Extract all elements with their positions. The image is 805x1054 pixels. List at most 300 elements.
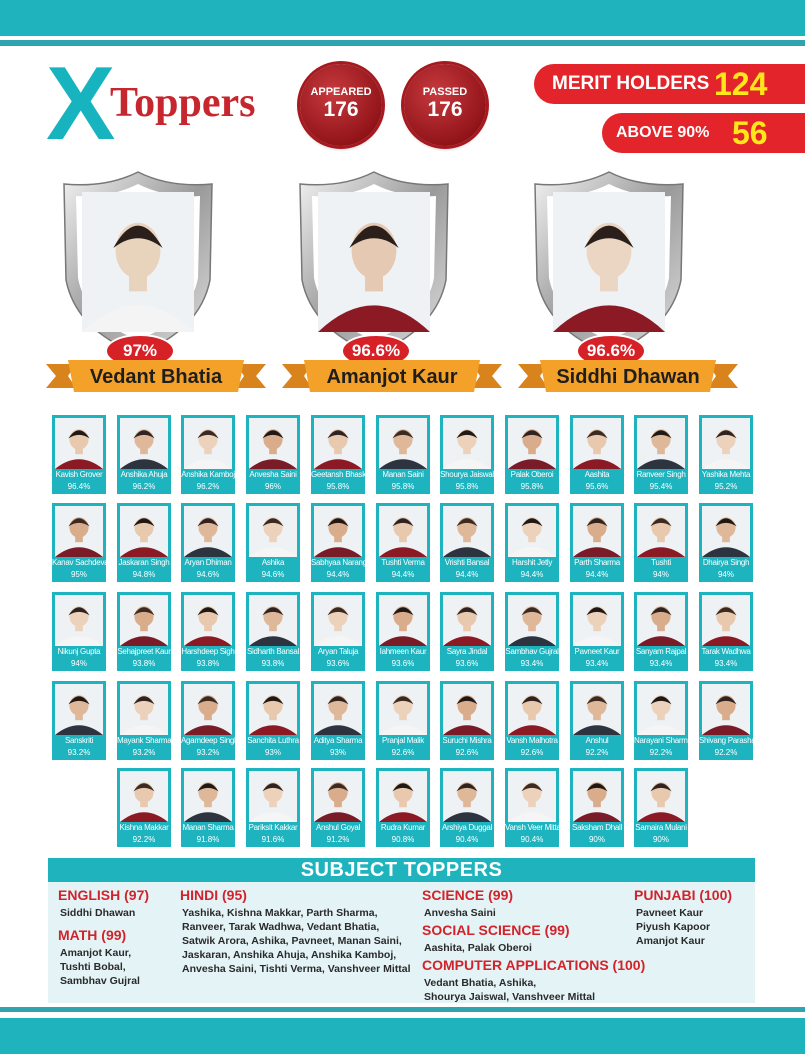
student-name: Sanyam Rajpal (635, 647, 687, 656)
student-photo (379, 684, 427, 735)
student-photo (637, 506, 685, 557)
student-card (52, 503, 109, 582)
student-photo (314, 595, 362, 646)
portrait-icon (379, 418, 427, 469)
student-card (246, 592, 300, 671)
portrait-icon (553, 192, 665, 332)
student-percent: 94.8% (132, 570, 156, 579)
student-photo (573, 771, 621, 822)
bottom-rule (0, 1007, 805, 1012)
student-photo (637, 418, 685, 469)
student-percent: 92.2% (649, 748, 673, 757)
student-photo (314, 506, 362, 557)
student-photo (120, 684, 168, 735)
student-percent: 96.2% (196, 482, 220, 491)
student-percent: 91.2% (326, 835, 350, 844)
appeared-seal (300, 64, 382, 146)
title-toppers: Toppers (110, 80, 256, 126)
student-card (117, 768, 171, 847)
title-x: X (46, 46, 112, 162)
portrait-icon (443, 595, 491, 646)
portrait-icon (314, 506, 362, 557)
punjabi-title: PUNJABI (100) (634, 887, 733, 903)
student-card (440, 768, 494, 847)
student-card (505, 681, 559, 760)
student-percent: 92.6% (520, 748, 544, 757)
student-name: Jaskaran Singh (118, 558, 170, 567)
topper-name: Amanjot Kaur (326, 366, 458, 388)
student-photo (508, 595, 556, 646)
student-name: Samaira Mulani (635, 823, 687, 832)
portrait-icon (184, 506, 232, 557)
portrait-icon (249, 595, 297, 646)
computer-title: COMPUTER APPLICATIONS (100) (422, 957, 646, 973)
portrait-icon (443, 506, 491, 557)
student-name: Agamdeep Singh (181, 736, 239, 745)
student-percent: 94% (717, 570, 734, 579)
student-percent: 94.6% (196, 570, 220, 579)
student-card (699, 503, 753, 582)
student-name: Sehajpreet Kaur (117, 647, 171, 656)
student-card (376, 503, 430, 582)
topper-shield (296, 170, 452, 356)
student-card (505, 503, 559, 582)
student-card (634, 415, 688, 494)
student-name: Tushti (651, 558, 671, 567)
student-name: Palak Oberoi (510, 470, 554, 479)
portrait-icon (184, 595, 232, 646)
student-name: Aryan Taluja (317, 647, 359, 656)
top-band (0, 0, 805, 36)
student-photo (379, 418, 427, 469)
student-card (246, 768, 300, 847)
student-percent: 93.6% (391, 659, 415, 668)
student-card (505, 768, 563, 847)
merit-value: 124 (714, 66, 768, 102)
merit-label: MERIT HOLDERS (552, 73, 710, 94)
student-card (246, 503, 300, 582)
topper-percent: 97% (105, 334, 175, 368)
topper-photo (318, 192, 430, 332)
student-photo (573, 595, 621, 646)
portrait-icon (637, 771, 685, 822)
student-photo (573, 418, 621, 469)
portrait-icon (55, 595, 103, 646)
student-name: Tushti Verma (381, 558, 425, 567)
student-name: Arshiya Duggal (441, 823, 493, 832)
student-percent: 90.8% (391, 835, 415, 844)
student-photo (379, 771, 427, 822)
student-card (311, 592, 365, 671)
portrait-icon (314, 418, 362, 469)
student-photo (637, 771, 685, 822)
student-photo (702, 684, 750, 735)
student-photo (573, 506, 621, 557)
student-card (634, 768, 688, 847)
portrait-icon (249, 418, 297, 469)
student-photo (702, 418, 750, 469)
student-card (699, 592, 753, 671)
portrait-icon (120, 595, 168, 646)
portrait-icon (120, 418, 168, 469)
student-name: Rudra Kumar (380, 823, 426, 832)
student-card (440, 681, 494, 760)
portrait-icon (508, 771, 556, 822)
student-percent: 92.6% (391, 748, 415, 757)
student-name: Pranjal Malik (382, 736, 424, 745)
student-card (117, 681, 171, 760)
student-name: Aryan Dhiman (184, 558, 232, 567)
student-percent: 94.4% (391, 570, 415, 579)
student-card (505, 592, 559, 671)
student-name: Sidharth Bansal (247, 647, 299, 656)
student-card (570, 681, 624, 760)
student-percent: 92.2% (585, 748, 609, 757)
above-90-badge (602, 113, 805, 153)
student-percent: 93% (329, 748, 346, 757)
student-name: Mayank Sharma (117, 736, 172, 745)
student-name: Sambhav Gujral (505, 647, 559, 656)
student-photo (120, 771, 168, 822)
passed-value: 176 (427, 98, 463, 121)
student-card (181, 415, 235, 494)
student-card (376, 768, 430, 847)
student-photo (184, 684, 232, 735)
student-percent: 91.6% (261, 835, 285, 844)
student-card (505, 415, 559, 494)
student-card (181, 681, 239, 760)
student-percent: 93% (264, 748, 281, 757)
portrait-icon (573, 506, 621, 557)
student-percent: 92.2% (132, 835, 156, 844)
portrait-icon (318, 192, 430, 332)
student-percent: 92.6% (455, 748, 479, 757)
student-percent: 94.4% (585, 570, 609, 579)
portrait-icon (82, 192, 194, 332)
student-percent: 95% (70, 570, 87, 579)
student-photo (184, 595, 232, 646)
student-card (570, 415, 624, 494)
student-name: Ranveer Singh (636, 470, 686, 479)
portrait-icon (637, 506, 685, 557)
passed-seal (404, 64, 486, 146)
portrait-icon (55, 418, 103, 469)
student-photo (508, 506, 556, 557)
student-photo (184, 771, 232, 822)
student-name: Anvesha Saini (249, 470, 297, 479)
student-percent: 93.8% (261, 659, 285, 668)
student-name: Nikunj Gupta (57, 647, 101, 656)
student-card (699, 681, 758, 760)
student-photo (55, 418, 103, 469)
portrait-icon (314, 595, 362, 646)
topper-name-ribbon (282, 356, 502, 396)
portrait-icon (379, 595, 427, 646)
student-percent: 96.2% (132, 482, 156, 491)
student-photo (184, 506, 232, 557)
student-percent: 95.8% (326, 482, 350, 491)
student-photo (573, 684, 621, 735)
student-name: Sayra Jindal (446, 647, 488, 656)
social-science-names: Aashita, Palak Oberoi (424, 942, 532, 954)
student-name: Sabhyaa Narang (311, 558, 367, 567)
student-card (634, 503, 688, 582)
student-percent: 94.4% (520, 570, 544, 579)
student-name: Sanskriti (65, 736, 93, 745)
student-name: Manan Sharma (182, 823, 234, 832)
portrait-icon (573, 595, 621, 646)
student-percent: 95.8% (455, 482, 479, 491)
student-photo (314, 418, 362, 469)
student-name: Vansh Veer Mittal (505, 823, 563, 832)
student-card (376, 415, 430, 494)
portrait-icon (637, 595, 685, 646)
portrait-icon (249, 684, 297, 735)
student-name: Kavish Grover (55, 470, 103, 479)
student-card (117, 415, 171, 494)
portrait-icon (508, 418, 556, 469)
student-card (52, 681, 106, 760)
science-title: SCIENCE (99) (422, 887, 514, 903)
student-percent: 94% (70, 659, 87, 668)
above90-label: ABOVE 90% (616, 124, 710, 141)
student-card (246, 681, 300, 760)
student-percent: 93.2% (196, 748, 220, 757)
student-percent: 94.4% (455, 570, 479, 579)
student-photo (637, 684, 685, 735)
student-card (376, 681, 430, 760)
student-card (440, 503, 494, 582)
student-percent: 93.4% (714, 659, 738, 668)
student-card (634, 592, 688, 671)
student-card (311, 415, 373, 494)
science-names: Anvesha Saini (424, 907, 496, 919)
math-names: Amanjot Kaur, Tushti Bobal, Sambhav Gujral (60, 947, 140, 987)
topper-name-ribbon (46, 356, 266, 396)
student-photo (379, 506, 427, 557)
student-name: Iahmeen Kaur (379, 647, 427, 656)
student-photo (249, 506, 297, 557)
student-name: Sanchita Luthra (247, 736, 299, 745)
portrait-icon (249, 771, 297, 822)
student-card (181, 768, 235, 847)
student-card (52, 592, 106, 671)
student-percent: 93.6% (326, 659, 350, 668)
student-name: Shourya Jaiswal (440, 470, 494, 479)
student-photo (55, 506, 103, 557)
student-photo (443, 418, 491, 469)
student-name: Aditya Sharma (313, 736, 363, 745)
punjabi-names: Pavneet Kaur Piyush Kapoor Amanjot Kaur (636, 907, 711, 947)
portrait-icon (443, 418, 491, 469)
student-percent: 92.2% (714, 748, 738, 757)
student-card (376, 592, 430, 671)
student-photo (508, 771, 556, 822)
student-percent: 95.4% (649, 482, 673, 491)
portrait-icon (184, 771, 232, 822)
student-photo (314, 771, 362, 822)
student-name: Parth Sharma (574, 558, 620, 567)
english-names: Siddhi Dhawan (60, 907, 136, 919)
student-name: Aashita (584, 470, 610, 479)
student-photo (249, 595, 297, 646)
student-name: Dhairya Singh (702, 558, 750, 567)
student-percent: 93.4% (649, 659, 673, 668)
student-card (52, 415, 106, 494)
student-card (699, 415, 753, 494)
portrait-icon (120, 684, 168, 735)
student-name: Geetansh Bhaskar (311, 470, 373, 479)
portrait-icon (314, 684, 362, 735)
student-percent: 93.2% (132, 748, 156, 757)
student-card (570, 592, 624, 671)
student-card (440, 592, 494, 671)
student-percent: 95.6% (585, 482, 609, 491)
portrait-icon (314, 771, 362, 822)
student-name: Anshika Ahuja (120, 470, 168, 479)
student-card (311, 681, 365, 760)
portrait-icon (120, 506, 168, 557)
student-percent: 93.6% (455, 659, 479, 668)
student-name: Anshul (585, 736, 609, 745)
student-name: Harshdeep Sigh (181, 647, 235, 656)
student-name: Pariksit Kakkar (248, 823, 298, 832)
student-percent: 93.4% (520, 659, 544, 668)
portrait-icon (637, 418, 685, 469)
portrait-icon (508, 684, 556, 735)
student-photo (55, 684, 103, 735)
portrait-icon (184, 684, 232, 735)
student-name: Tarak Wadhwa (701, 647, 751, 656)
topper-photo (82, 192, 194, 332)
student-percent: 90.4% (455, 835, 479, 844)
portrait-icon (508, 506, 556, 557)
passed-label: PASSED (422, 86, 468, 98)
student-photo (443, 684, 491, 735)
topper-shield (60, 170, 216, 356)
student-percent: 90% (588, 835, 605, 844)
student-card (634, 681, 692, 760)
student-card (570, 768, 624, 847)
subject-toppers-heading: SUBJECT TOPPERS (48, 858, 755, 882)
portrait-icon (184, 418, 232, 469)
student-name: Harshit Jetly (511, 558, 553, 567)
bottom-band (0, 1018, 805, 1054)
above90-value: 56 (732, 115, 768, 151)
portrait-icon (443, 771, 491, 822)
student-percent: 95.2% (714, 482, 738, 491)
hindi-names: Yashika, Kishna Makkar, Parth Sharma, Ranveer, Tarak Wadhwa, Vedant Bhatia, Satwik Arora, Ashika, Pavneet, Manan Saini, Jaskaran, Anshika Ahuja, Anshika Kamboj, Anvesha Saini, Tishti Verma, Vanshveer Mittal (182, 907, 411, 975)
student-photo (184, 418, 232, 469)
student-photo (55, 595, 103, 646)
student-card (311, 503, 365, 582)
portrait-icon (573, 684, 621, 735)
student-name: Narayani Sharma (634, 736, 692, 745)
portrait-icon (702, 418, 750, 469)
computer-names: Vedant Bhatia, Ashika, Shourya Jaiswal, Vanshveer Mittal (424, 977, 595, 1003)
student-photo (120, 506, 168, 557)
portrait-icon (55, 684, 103, 735)
portrait-icon (702, 506, 750, 557)
student-percent: 93.2% (67, 748, 91, 757)
social-science-title: SOCIAL SCIENCE (99) (422, 922, 570, 938)
student-photo (508, 418, 556, 469)
student-percent: 94.6% (261, 570, 285, 579)
portrait-icon (702, 684, 750, 735)
topper-name-ribbon (518, 356, 738, 396)
portrait-icon (55, 506, 103, 557)
student-photo (120, 595, 168, 646)
portrait-icon (379, 684, 427, 735)
student-photo (443, 771, 491, 822)
topper-percent: 96.6% (576, 334, 646, 368)
hindi-title: HINDI (95) (180, 887, 247, 903)
student-percent: 90% (652, 835, 669, 844)
portrait-icon (379, 771, 427, 822)
portrait-icon (508, 595, 556, 646)
student-name: Ashika (261, 558, 285, 567)
student-card (117, 592, 171, 671)
student-photo (702, 595, 750, 646)
portrait-icon (702, 595, 750, 646)
student-name: Yashika Mehta (701, 470, 751, 479)
student-photo (249, 771, 297, 822)
student-photo (314, 684, 362, 735)
student-name: Saksham Dhall (572, 823, 622, 832)
appeared-label: APPEARED (310, 86, 372, 98)
student-card (117, 503, 171, 582)
student-percent: 94.4% (326, 570, 350, 579)
student-card (440, 415, 494, 494)
portrait-icon (573, 418, 621, 469)
student-percent: 94% (652, 570, 669, 579)
student-photo (508, 684, 556, 735)
portrait-icon (249, 506, 297, 557)
student-photo (249, 684, 297, 735)
student-photo (249, 418, 297, 469)
student-name: Shivang Parashar (699, 736, 758, 745)
student-percent: 93.8% (132, 659, 156, 668)
student-photo (702, 506, 750, 557)
student-photo (443, 595, 491, 646)
student-percent: 93.4% (585, 659, 609, 668)
student-name: Anshika Kamboj (181, 470, 235, 479)
student-percent: 91.8% (196, 835, 220, 844)
student-percent: 95.8% (520, 482, 544, 491)
student-card (181, 503, 235, 582)
student-card (570, 503, 624, 582)
appeared-value: 176 (323, 98, 359, 121)
english-title: ENGLISH (97) (58, 887, 150, 903)
student-name: Kishna Makkar (119, 823, 169, 832)
portrait-icon (379, 506, 427, 557)
student-card (311, 768, 365, 847)
math-title: MATH (99) (58, 927, 127, 943)
student-percent: 95.8% (391, 482, 415, 491)
student-name: Pavneet Kaur (574, 647, 620, 656)
top-rule (0, 40, 805, 46)
topper-photo (553, 192, 665, 332)
student-name: Suruchi Mishra (442, 736, 492, 745)
student-name: Kanav Sachdeva (52, 558, 109, 567)
student-card (246, 415, 300, 494)
student-percent: 96.4% (67, 482, 91, 491)
student-name: Anshul Goyal (316, 823, 360, 832)
student-name: Vrishti Bansal (444, 558, 490, 567)
merit-holders-badge (534, 64, 805, 104)
portrait-icon (120, 771, 168, 822)
topper-percent: 96.6% (341, 334, 411, 368)
